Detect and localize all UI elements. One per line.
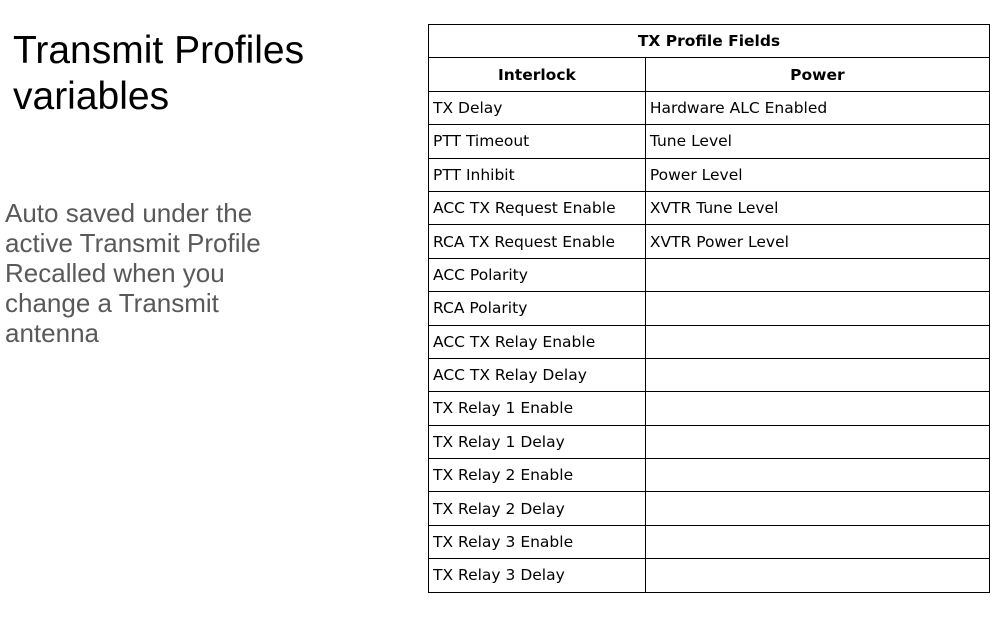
power-cell: Power Level (645, 158, 989, 191)
table-row (429, 292, 990, 325)
table-row (429, 492, 990, 525)
interlock-cell: TX Relay 2 Enable (429, 459, 646, 492)
interlock-cell: RCA Polarity (429, 292, 646, 325)
interlock-cell: ACC TX Request Enable (429, 191, 646, 224)
power-cell (645, 325, 989, 358)
power-cell: Hardware ALC Enabled (645, 91, 989, 124)
interlock-cell: ACC TX Relay Delay (429, 358, 646, 391)
power-cell (645, 258, 989, 291)
interlock-cell: TX Relay 3 Delay (429, 559, 646, 592)
slide-title-line-2: variables (13, 75, 170, 118)
table-row (429, 392, 990, 425)
table-caption-row (429, 25, 990, 58)
table-row (429, 258, 990, 291)
body-line: Recalled when you (5, 258, 225, 288)
interlock-cell: TX Relay 1 Enable (429, 392, 646, 425)
column-header-power: Power (645, 58, 989, 91)
interlock-cell: TX Relay 3 Enable (429, 525, 646, 558)
body-line: Auto saved under the (5, 198, 253, 228)
interlock-cell: PTT Timeout (429, 125, 646, 158)
table-row (429, 559, 990, 592)
table-row (429, 459, 990, 492)
column-header-interlock: Interlock (429, 58, 646, 91)
table-row (429, 525, 990, 558)
body-line: change a Transmit (5, 288, 219, 318)
interlock-cell: TX Relay 2 Delay (429, 492, 646, 525)
table-row (429, 225, 990, 258)
power-cell (645, 459, 989, 492)
table-row (429, 191, 990, 224)
power-cell (645, 358, 989, 391)
power-cell: XVTR Power Level (645, 225, 989, 258)
power-cell (645, 525, 989, 558)
power-cell: XVTR Tune Level (645, 191, 989, 224)
table-row (429, 91, 990, 124)
body-line: active Transmit Profile (5, 228, 261, 258)
power-cell (645, 392, 989, 425)
table-row (429, 425, 990, 458)
interlock-cell: ACC TX Relay Enable (429, 325, 646, 358)
table-row (429, 125, 990, 158)
table-row (429, 325, 990, 358)
slide-title-line-1: Transmit Profiles (13, 29, 305, 72)
table-header-row (429, 58, 990, 91)
interlock-cell: ACC Polarity (429, 258, 646, 291)
interlock-cell: TX Relay 1 Delay (429, 425, 646, 458)
interlock-cell: TX Delay (429, 91, 646, 124)
body-line: antenna (5, 318, 99, 348)
power-cell (645, 425, 989, 458)
table-row (429, 158, 990, 191)
power-cell (645, 492, 989, 525)
table-row (429, 358, 990, 391)
power-cell (645, 559, 989, 592)
tx-profile-fields-table (428, 24, 990, 593)
table-caption: TX Profile Fields (429, 25, 990, 58)
power-cell (645, 292, 989, 325)
slide-title (13, 28, 408, 120)
interlock-cell: RCA TX Request Enable (429, 225, 646, 258)
interlock-cell: PTT Inhibit (429, 158, 646, 191)
power-cell: Tune Level (645, 125, 989, 158)
slide-body-text (5, 198, 405, 348)
